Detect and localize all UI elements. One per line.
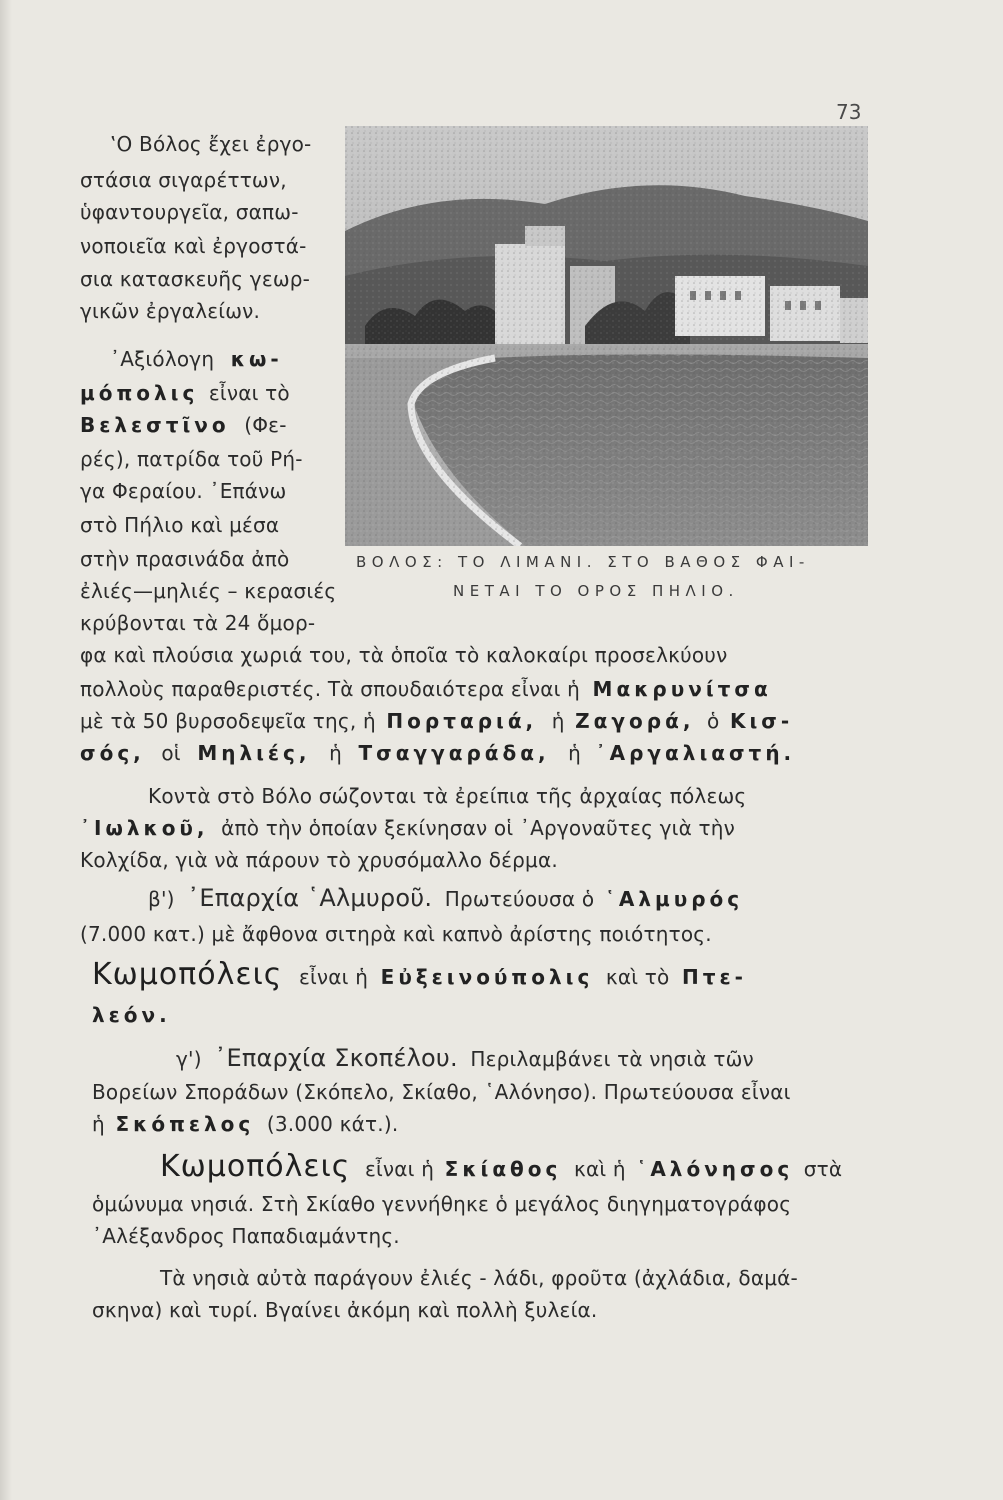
text-line: Κοντὰ στὸ Βόλο σώζονται τὰ ἐρείπια τῆς ἀρχαίας πόλεως: [148, 784, 747, 808]
text-line: ὑφαντουργεῖα, σαπω-: [80, 200, 299, 224]
text-line: β') ᾿Επαρχία ῾Αλμυροῦ. Πρωτεύουσα ὁ ῾Αλμυρός: [148, 884, 744, 912]
page-number: 73: [836, 100, 862, 124]
text-line: σός, οἱ Μηλιές, ἡ Τσαγγαράδα, ἡ ᾿Αργαλιαστή.: [80, 741, 796, 765]
text-line: μὲ τὰ 50 βυρσοδεψεῖα της, ἡ Πορταριά, ἡ Ζαγορά, ὁ Κισ-: [80, 709, 794, 733]
subheading: Κωμοπόλεις: [160, 1149, 351, 1184]
text-line: ᾿Αλέξανδρος Παπαδιαμάντης.: [92, 1224, 400, 1248]
text-line: Βελεστῖνο (Φε-: [80, 413, 287, 437]
text-line: σκηνα) καὶ τυρί. Βγαίνει ἀκόμη καὶ πολλὴ ξυλεία.: [92, 1298, 598, 1322]
page-edge-shadow: [0, 0, 12, 1500]
text-line: στὴν πρασινάδα ἀπὸ: [80, 547, 290, 571]
text-line: ρές), πατρίδα τοῦ Ρή-: [80, 447, 303, 471]
text-line: ἡ Σκόπελος (3.000 κάτ.).: [92, 1112, 399, 1136]
text-line: πολλοὺς παραθεριστές. Τὰ σπουδαιότερα εἶναι ἡ Μακρυνίτσα: [80, 677, 772, 701]
text-line: στὸ Πήλιο καὶ μέσα: [80, 513, 280, 537]
text-line: φα καὶ πλούσια χωριά του, τὰ ὁποῖα τὸ καλοκαίρι προσελκύουν: [80, 643, 728, 667]
text-line: Κωμοπόλεις εἶναι ἡ Σκίαθος καὶ ἡ ῾Αλόνησος στὰ: [160, 1149, 843, 1184]
text-line: γικῶν ἐργαλείων.: [80, 299, 261, 323]
text-line: Τὰ νησιὰ αὐτὰ παράγουν ἐλιές - λάδι, φροῦτα (ἀχλάδια, δαμά-: [160, 1266, 798, 1290]
text-line: ᾿Αξιόλογη κω-: [110, 347, 283, 371]
text-line: (7.000 κατ.) μὲ ἄφθονα σιτηρὰ καὶ καπνὸ ἀρίστης ποιότητος.: [80, 922, 712, 946]
text-line: γ') ᾿Επαρχία Σκοπέλου. Περιλαμβάνει τὰ νησιὰ τῶν: [176, 1044, 754, 1072]
section-heading: ᾿Επαρχία Σκοπέλου.: [214, 1044, 458, 1072]
text-line: μόπολις εἶναι τὸ: [80, 381, 290, 405]
section-heading: ᾿Επαρχία ῾Αλμυροῦ.: [187, 884, 433, 912]
text-line: Βορείων Σποράδων (Σκόπελο, Σκίαθο, ῾Αλόνησο). Πρωτεύουσα εἶναι: [92, 1080, 791, 1104]
text-line: σια κατασκευῆς γεωρ-: [80, 267, 311, 291]
text-line: κρύβονται τὰ 24 ὅμορ-: [80, 611, 316, 635]
text-line: ἐλιές—μηλιές – κερασιές: [80, 579, 337, 603]
text-line: ‛Ο Βόλος ἔχει ἐργο-: [110, 132, 312, 156]
text-line: ὁμώνυμα νησιά. Στὴ Σκίαθο γεννήθηκε ὁ μεγάλος διηγηματογράφος: [92, 1192, 792, 1216]
text-line: λεόν.: [92, 1003, 171, 1027]
text-line: ᾿Ιωλκοῦ, ἀπὸ τὴν ὁποίαν ξεκίνησαν οἱ ᾿Αργοναῦτες γιὰ τὴν: [80, 816, 736, 840]
text-line: στάσια σιγαρέττων,: [80, 168, 287, 192]
harbor-photo: [345, 126, 868, 546]
text-line: γα Φεραίου. ᾿Επάνω: [80, 479, 287, 503]
text-line: νοποιεῖα καὶ ἐργοστά-: [80, 234, 307, 258]
figure-caption: ΝΕΤΑΙ ΤΟ ΟΡΟΣ ΠΗΛΙΟ.: [453, 582, 739, 600]
text-line: Κωμοπόλεις εἶναι ἡ Εὐξεινούπολις καὶ τὸ Πτε-: [92, 957, 747, 992]
subheading: Κωμοπόλεις: [92, 957, 283, 992]
text-line: Κολχίδα, γιὰ νὰ πάρουν τὸ χρυσόμαλλο δέρμα.: [80, 848, 558, 872]
figure-caption: ΒΟΛΟΣ: ΤΟ ΛΙΜΑΝΙ. ΣΤΟ ΒΑΘΟΣ ΦΑΙ-: [356, 553, 810, 571]
